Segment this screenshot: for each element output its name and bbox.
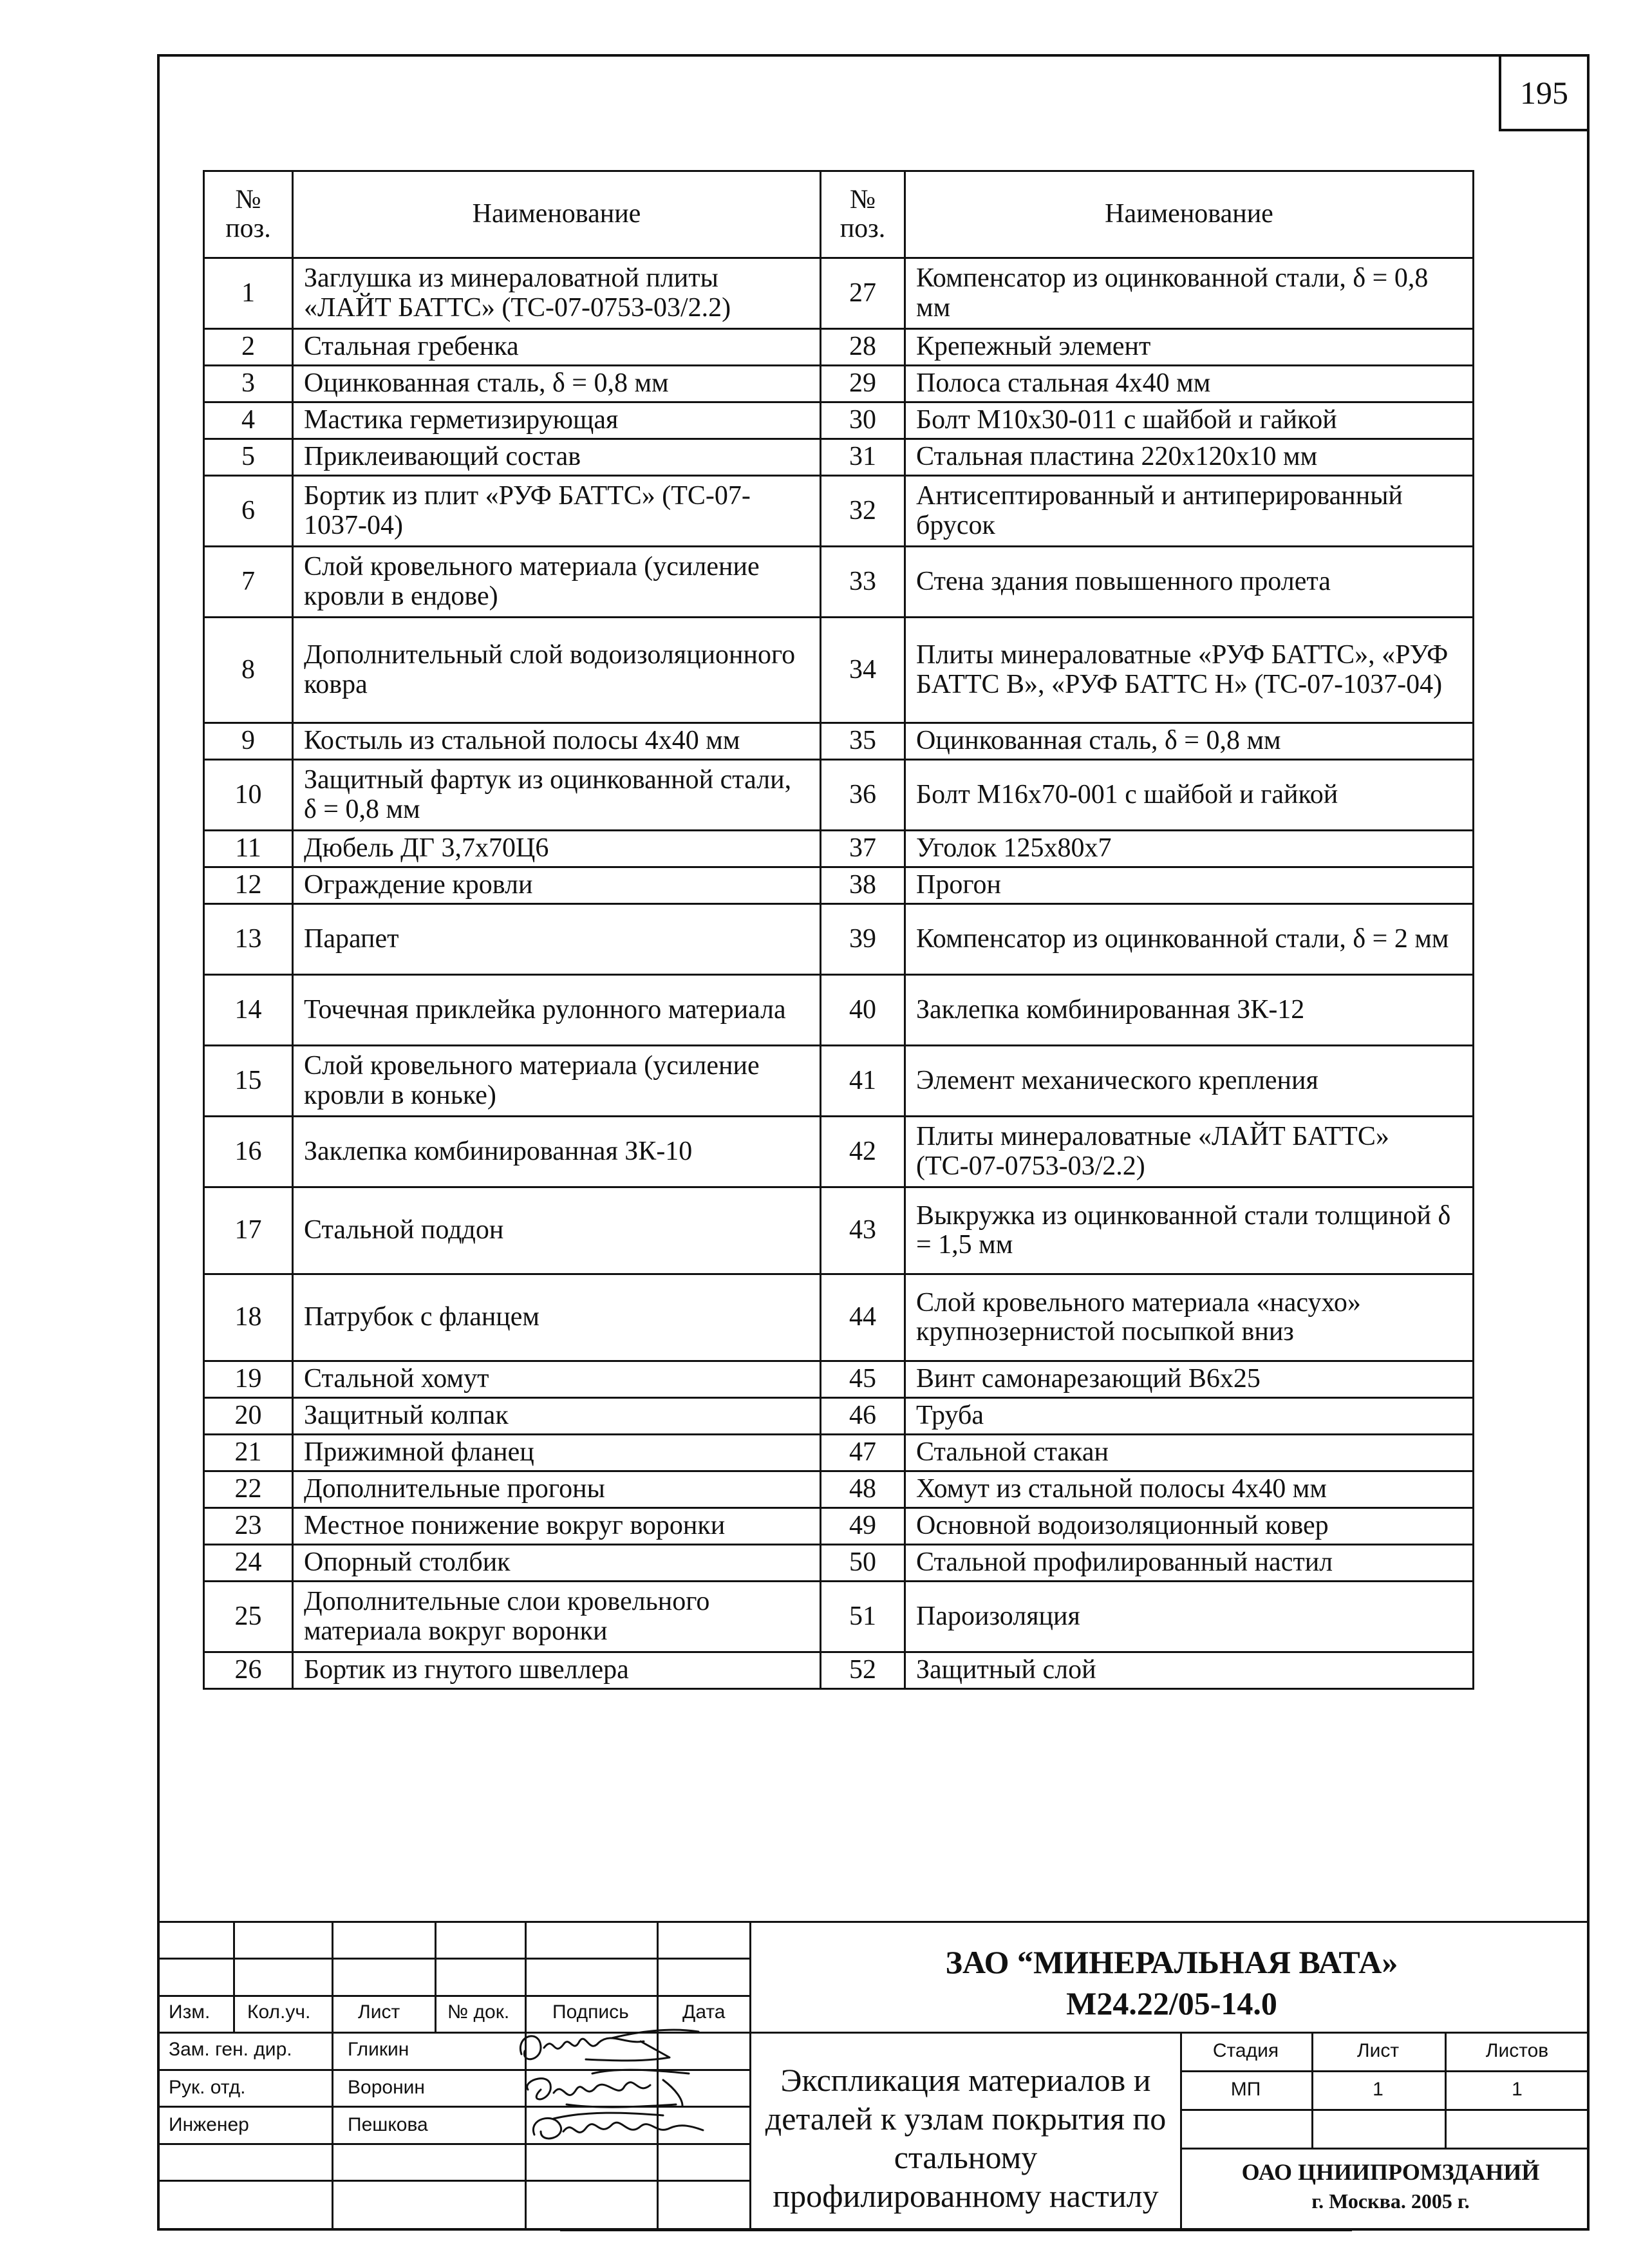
item-name-right: Пароизоляция bbox=[905, 1582, 1474, 1652]
stage-value: МП bbox=[1230, 2079, 1261, 2100]
item-number-right: 45 bbox=[821, 1361, 905, 1398]
item-name-right: Выкружка из оцинкованной стали толщиной δ = 1,5 мм bbox=[905, 1187, 1474, 1274]
table-row bbox=[204, 723, 1474, 760]
col-list: Лист bbox=[358, 2001, 400, 2023]
table-row bbox=[204, 258, 1474, 329]
item-number-right: 38 bbox=[821, 867, 905, 904]
item-name-left: Мастика герметизирующая bbox=[293, 402, 821, 439]
table-row bbox=[204, 1471, 1474, 1508]
item-number-left: 12 bbox=[204, 867, 293, 904]
item-name-left: Опорный столбик bbox=[293, 1545, 821, 1582]
item-name-right: Компенсатор из оцинкованной стали, δ = 2 мм bbox=[905, 904, 1474, 975]
col-podpis: Подпись bbox=[552, 2001, 629, 2023]
item-number-right: 47 bbox=[821, 1435, 905, 1471]
item-number-right: 30 bbox=[821, 402, 905, 439]
item-number-right: 32 bbox=[821, 476, 905, 547]
item-name-left: Дюбель ДГ 3,7х70Ц6 bbox=[293, 831, 821, 867]
item-number-right: 44 bbox=[821, 1274, 905, 1361]
sheets-label: Листов bbox=[1485, 2040, 1549, 2061]
table-header-row bbox=[204, 171, 1474, 258]
table-row bbox=[204, 975, 1474, 1046]
item-number-left: 10 bbox=[204, 760, 293, 831]
item-number-left: 14 bbox=[204, 975, 293, 1046]
item-number-left: 9 bbox=[204, 723, 293, 760]
item-number-left: 1 bbox=[204, 258, 293, 329]
table-row bbox=[204, 402, 1474, 439]
item-number-right: 50 bbox=[821, 1545, 905, 1582]
table-row bbox=[204, 1274, 1474, 1361]
item-number-right: 37 bbox=[821, 831, 905, 867]
item-name-right: Труба bbox=[905, 1398, 1474, 1435]
table-row bbox=[204, 476, 1474, 547]
item-name-left: Местное понижение вокруг воронки bbox=[293, 1508, 821, 1545]
item-name-left: Бортик из плит «РУФ БАТТС» (ТС-07-1037-04) bbox=[293, 476, 821, 547]
col-izm: Изм. bbox=[169, 2001, 211, 2023]
item-number-right: 40 bbox=[821, 975, 905, 1046]
item-name-left: Оцинкованная сталь, δ = 0,8 мм bbox=[293, 366, 821, 402]
table-row bbox=[204, 1652, 1474, 1689]
item-name-right: Защитный слой bbox=[905, 1652, 1474, 1689]
item-number-left: 24 bbox=[204, 1545, 293, 1582]
item-name-right: Хомут из стальной полосы 4х40 мм bbox=[905, 1471, 1474, 1508]
table-row bbox=[204, 547, 1474, 618]
name-2: Воронин bbox=[348, 2077, 425, 2098]
item-name-left: Приклеивающий состав bbox=[293, 439, 821, 476]
item-name-right: Крепежный элемент bbox=[905, 329, 1474, 366]
org-name: ЗАО “МИНЕРАЛЬНАЯ ВАТА» bbox=[945, 1944, 1398, 1980]
item-number-right: 35 bbox=[821, 723, 905, 760]
table-row bbox=[204, 618, 1474, 723]
table-row bbox=[204, 1435, 1474, 1471]
item-number-left: 18 bbox=[204, 1274, 293, 1361]
item-name-right: Плиты минераловатные «ЛАЙТ БАТТС» (ТС-07-0753-03/2.2) bbox=[905, 1117, 1474, 1187]
item-name-left: Защитный колпак bbox=[293, 1398, 821, 1435]
item-name-right: Стальная пластина 220х120х10 мм bbox=[905, 439, 1474, 476]
table-row bbox=[204, 1046, 1474, 1117]
item-name-left: Слой кровельного материала (усиление кровли в ендове) bbox=[293, 547, 821, 618]
col-data: Дата bbox=[682, 2001, 726, 2023]
item-number-left: 11 bbox=[204, 831, 293, 867]
item-name-right: Антисептированный и антиперированный брусок bbox=[905, 476, 1474, 547]
stage-label: Стадия bbox=[1212, 2040, 1279, 2061]
item-number-right: 39 bbox=[821, 904, 905, 975]
item-name-left: Слой кровельного материала (усиление кровли в коньке) bbox=[293, 1046, 821, 1117]
materials-table bbox=[203, 170, 1474, 1690]
item-number-left: 6 bbox=[204, 476, 293, 547]
item-name-left: Заклепка комбинированная ЗК-10 bbox=[293, 1117, 821, 1187]
item-number-right: 29 bbox=[821, 366, 905, 402]
page-number: 195 bbox=[1499, 54, 1590, 131]
table-row bbox=[204, 904, 1474, 975]
item-number-left: 8 bbox=[204, 618, 293, 723]
item-number-left: 7 bbox=[204, 547, 293, 618]
drawing-title: Экспликация материалов и деталей к узлам покрытия по стальному профилированному настилу bbox=[765, 2062, 1167, 2214]
item-name-left: Стальной поддон bbox=[293, 1187, 821, 1274]
item-number-left: 19 bbox=[204, 1361, 293, 1398]
item-number-left: 22 bbox=[204, 1471, 293, 1508]
table-row bbox=[204, 329, 1474, 366]
item-name-right: Полоса стальная 4х40 мм bbox=[905, 366, 1474, 402]
table-row bbox=[204, 366, 1474, 402]
item-number-right: 41 bbox=[821, 1046, 905, 1117]
item-name-right: Прогон bbox=[905, 867, 1474, 904]
item-number-right: 28 bbox=[821, 329, 905, 366]
table-row bbox=[204, 1187, 1474, 1274]
table-row bbox=[204, 1361, 1474, 1398]
table-row bbox=[204, 1117, 1474, 1187]
item-name-left: Заглушка из минераловатной плиты «ЛАЙТ БАТТС» (ТС-07-0753-03/2.2) bbox=[293, 258, 821, 329]
table-row bbox=[204, 867, 1474, 904]
table-body bbox=[204, 258, 1474, 1689]
item-number-right: 33 bbox=[821, 547, 905, 618]
item-name-right: Основной водоизоляционный ковер bbox=[905, 1508, 1474, 1545]
item-number-left: 2 bbox=[204, 329, 293, 366]
item-number-right: 51 bbox=[821, 1582, 905, 1652]
item-name-left: Прижимной фланец bbox=[293, 1435, 821, 1471]
item-number-right: 43 bbox=[821, 1187, 905, 1274]
item-name-left: Дополнительные слои кровельного материала вокруг воронки bbox=[293, 1582, 821, 1652]
item-number-left: 21 bbox=[204, 1435, 293, 1471]
item-name-right: Оцинкованная сталь, δ = 0,8 мм bbox=[905, 723, 1474, 760]
item-name-right: Элемент механического крепления bbox=[905, 1046, 1474, 1117]
name-3: Пешкова bbox=[348, 2114, 428, 2135]
item-number-left: 23 bbox=[204, 1508, 293, 1545]
table-row bbox=[204, 1398, 1474, 1435]
item-name-left: Патрубок с фланцем bbox=[293, 1274, 821, 1361]
table-row bbox=[204, 1545, 1474, 1582]
sheets-value: 1 bbox=[1512, 2079, 1523, 2100]
col-n-dok: № док. bbox=[447, 2001, 510, 2023]
item-number-left: 5 bbox=[204, 439, 293, 476]
item-number-left: 13 bbox=[204, 904, 293, 975]
item-number-left: 3 bbox=[204, 366, 293, 402]
item-name-left: Стальной хомут bbox=[293, 1361, 821, 1398]
item-name-right: Стальной профилированный настил bbox=[905, 1545, 1474, 1582]
item-number-right: 34 bbox=[821, 618, 905, 723]
item-number-left: 4 bbox=[204, 402, 293, 439]
col-kol-uch: Кол.уч. bbox=[247, 2001, 311, 2023]
item-name-right: Компенсатор из оцинкованной стали, δ = 0,8 мм bbox=[905, 258, 1474, 329]
item-name-left: Точечная приклейка рулонного материала bbox=[293, 975, 821, 1046]
item-name-right: Болт М10х30-011 с шайбой и гайкой bbox=[905, 402, 1474, 439]
header-num-right: № поз. bbox=[821, 171, 905, 258]
designer-org: ОАО ЦНИИПРОМЗДАНИЙ bbox=[1241, 2159, 1540, 2185]
item-number-right: 48 bbox=[821, 1471, 905, 1508]
role-1: Зам. ген. дир. bbox=[169, 2039, 292, 2060]
designer-city-year: г. Москва. 2005 г. bbox=[1311, 2189, 1470, 2213]
item-number-left: 20 bbox=[204, 1398, 293, 1435]
item-number-right: 52 bbox=[821, 1652, 905, 1689]
item-number-right: 49 bbox=[821, 1508, 905, 1545]
table-row bbox=[204, 439, 1474, 476]
sheet-value: 1 bbox=[1373, 2079, 1383, 2100]
item-number-left: 26 bbox=[204, 1652, 293, 1689]
item-number-left: 16 bbox=[204, 1117, 293, 1187]
name-1: Гликин bbox=[348, 2039, 409, 2060]
sheet-label: Лист bbox=[1356, 2040, 1400, 2061]
role-2: Рук. отд. bbox=[169, 2077, 246, 2098]
item-name-left: Защитный фартук из оцинкованной стали, δ = 0,8 мм bbox=[293, 760, 821, 831]
table-row bbox=[204, 1582, 1474, 1652]
item-number-right: 42 bbox=[821, 1117, 905, 1187]
item-name-right: Плиты минераловатные «РУФ БАТТС», «РУФ БАТТС В», «РУФ БАТТС Н» (ТС-07-1037-04) bbox=[905, 618, 1474, 723]
item-name-left: Костыль из стальной полосы 4х40 мм bbox=[293, 723, 821, 760]
item-name-right: Заклепка комбинированная ЗК-12 bbox=[905, 975, 1474, 1046]
header-name-right: Наименование bbox=[905, 171, 1474, 258]
role-3: Инженер bbox=[169, 2114, 249, 2135]
item-name-right: Слой кровельного материала «насухо» крупнозернистой посыпкой вниз bbox=[905, 1274, 1474, 1361]
item-name-right: Болт М16х70-001 с шайбой и гайкой bbox=[905, 760, 1474, 831]
header-name-left: Наименование bbox=[293, 171, 821, 258]
item-name-right: Винт самонарезающий В6х25 bbox=[905, 1361, 1474, 1398]
header-num-left: № поз. bbox=[204, 171, 293, 258]
item-name-left: Стальная гребенка bbox=[293, 329, 821, 366]
item-name-left: Дополнительные прогоны bbox=[293, 1471, 821, 1508]
item-name-right: Стальной стакан bbox=[905, 1435, 1474, 1471]
item-number-left: 15 bbox=[204, 1046, 293, 1117]
signatures-image bbox=[515, 2028, 708, 2151]
item-number-right: 36 bbox=[821, 760, 905, 831]
item-number-right: 31 bbox=[821, 439, 905, 476]
item-number-right: 27 bbox=[821, 258, 905, 329]
item-name-right: Стена здания повышенного пролета bbox=[905, 547, 1474, 618]
item-name-left: Дополнительный слой водоизоляционного ковра bbox=[293, 618, 821, 723]
table-row bbox=[204, 760, 1474, 831]
item-name-left: Бортик из гнутого швеллера bbox=[293, 1652, 821, 1689]
item-number-left: 25 bbox=[204, 1582, 293, 1652]
item-number-right: 46 bbox=[821, 1398, 905, 1435]
table-row bbox=[204, 1508, 1474, 1545]
item-name-left: Парапет bbox=[293, 904, 821, 975]
item-name-left: Ограждение кровли bbox=[293, 867, 821, 904]
item-number-left: 17 bbox=[204, 1187, 293, 1274]
table-row bbox=[204, 831, 1474, 867]
item-name-right: Уголок 125х80х7 bbox=[905, 831, 1474, 867]
document-code: М24.22/05-14.0 bbox=[1066, 1985, 1277, 2021]
